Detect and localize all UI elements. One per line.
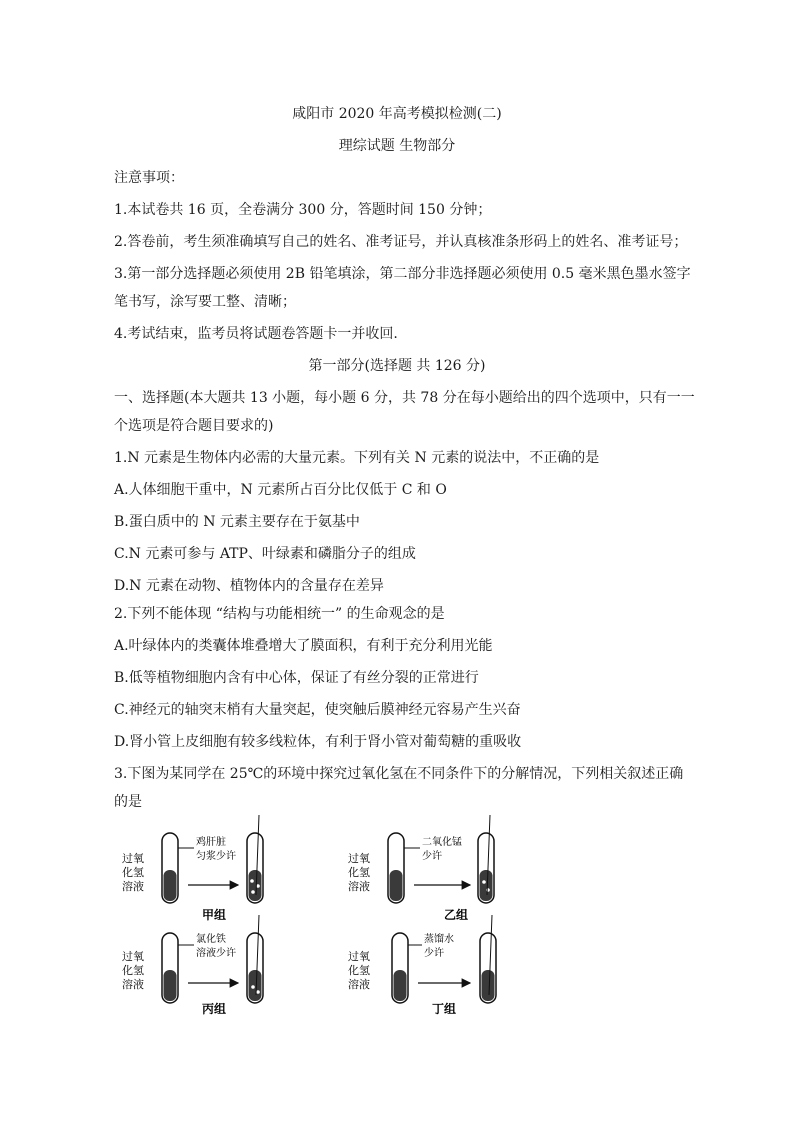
q3-stem-line-1: 3.下图为某同学在 25℃的环境中探究过氧化氢在不同条件下的分解情况，下列相关叙述正确: [114, 766, 684, 782]
experiment-figure: [110, 815, 530, 1020]
q1-option-c: C.N 元素可参与 ATP、叶绿素和磷脂分子的组成: [114, 546, 416, 562]
group-name: 乙组: [444, 908, 469, 922]
group-yi: [348, 815, 494, 922]
solution: [164, 870, 177, 901]
solution: [394, 970, 407, 1001]
reagent-label-1: 蒸馏水: [424, 934, 454, 945]
section-instructions-line-1: 一、选择题(本大题共 13 小题，每小题 6 分，共 78 分在每小题给出的四个选项中，只有一一: [114, 390, 695, 406]
reagent-label-2: 匀浆少许: [196, 851, 236, 862]
q2-option-c: C.神经元的轴突末梢有大量突起，使突触后膜神经元容易产生兴奋: [114, 702, 521, 718]
q2-option-d: D.肾小管上皮细胞有较多线粒体，有利于肾小管对葡萄糖的重吸收: [114, 734, 522, 750]
q1-option-d: D.N 元素在动物、植物体内的含量存在差异: [114, 578, 384, 594]
solution: [482, 970, 495, 1001]
group-bing: [122, 915, 263, 1016]
reagent-label-2: 少许: [424, 948, 444, 959]
reagent-label-2: 溶液少许: [196, 948, 236, 959]
h2o2-label-2: 化氢: [122, 866, 144, 879]
group-name: 丁组: [432, 1002, 457, 1016]
h2o2-label-2: 化氢: [348, 964, 370, 977]
h2o2-label-3: 溶液: [348, 880, 370, 893]
solution: [390, 870, 403, 901]
part1-title: 第一部分(选择题 共 126 分): [308, 358, 486, 374]
h2o2-label-1: 过氧: [122, 950, 144, 963]
reagent-label-1: 氯化铁: [196, 934, 226, 945]
h2o2-label-3: 溶液: [122, 978, 144, 991]
solution: [480, 870, 493, 901]
reagent-label-1: 二氧化锰: [422, 837, 462, 848]
q2-option-a: A.叶绿体内的类囊体堆叠增大了膜面积，有利于充分利用光能: [114, 638, 493, 654]
section-instructions-line-2: 个选项是符合题目要求的): [114, 418, 274, 434]
bubble: [250, 879, 254, 883]
notes-heading: 注意事项：: [114, 170, 184, 186]
h2o2-label-1: 过氧: [348, 950, 370, 963]
bubble: [482, 880, 486, 884]
group-ding: [348, 915, 496, 1016]
bubble: [256, 990, 260, 994]
group-name: 甲组: [202, 908, 227, 922]
h2o2-label-3: 溶液: [348, 978, 370, 991]
h2o2-label-3: 溶液: [122, 880, 144, 893]
bubble: [251, 890, 255, 894]
h2o2-label-1: 过氧: [122, 852, 144, 865]
group-name: 丙组: [202, 1002, 227, 1016]
q1-option-a: A.人体细胞干重中，N 元素所占百分比仅低于 C 和 O: [114, 482, 447, 498]
q3-stem-line-2: 的是: [114, 794, 142, 810]
solution: [249, 970, 262, 1001]
note-3-line-1: 3.第一部分选择题必须使用 2B 铅笔填涂，第二部分非选择题必须使用 0.5 毫米黑色墨水签字: [114, 266, 691, 282]
h2o2-label-2: 化氢: [348, 866, 370, 879]
note-2: 2.答卷前，考生须准确填写自己的姓名、准考证号，并认真核准条形码上的姓名、准考证号；: [114, 234, 688, 250]
q1-option-b: B.蛋白质中的 N 元素主要存在于氨基中: [114, 514, 360, 530]
note-4: 4.考试结束，监考员将试题卷答题卡一并收回.: [114, 326, 398, 342]
q2-stem: 2.下列不能体现 “结构与功能相统一” 的生命观念的是: [114, 606, 445, 622]
exam-title: 咸阳市 2020 年高考模拟检测(二): [292, 106, 502, 122]
note-3-line-2: 笔书写，涂写要工整、清晰；: [114, 294, 296, 310]
reagent-label-1: 鸡肝脏: [196, 837, 226, 848]
bubble: [251, 985, 255, 989]
exam-subtitle: 理综试题 生物部分: [338, 138, 456, 154]
h2o2-label-2: 化氢: [122, 964, 144, 977]
reagent-label-2: 少许: [422, 851, 442, 862]
solution: [164, 970, 177, 1001]
q2-option-b: B.低等植物细胞内含有中心体，保证了有丝分裂的正常进行: [114, 670, 479, 686]
h2o2-label-1: 过氧: [348, 852, 370, 865]
q1-stem: 1.N 元素是生物体内必需的大量元素。下列有关 N 元素的说法中，不正确的是: [114, 450, 600, 466]
group-jia: [122, 815, 263, 922]
note-1: 1.本试卷共 16 页，全卷满分 300 分，答题时间 150 分钟；: [114, 202, 492, 218]
